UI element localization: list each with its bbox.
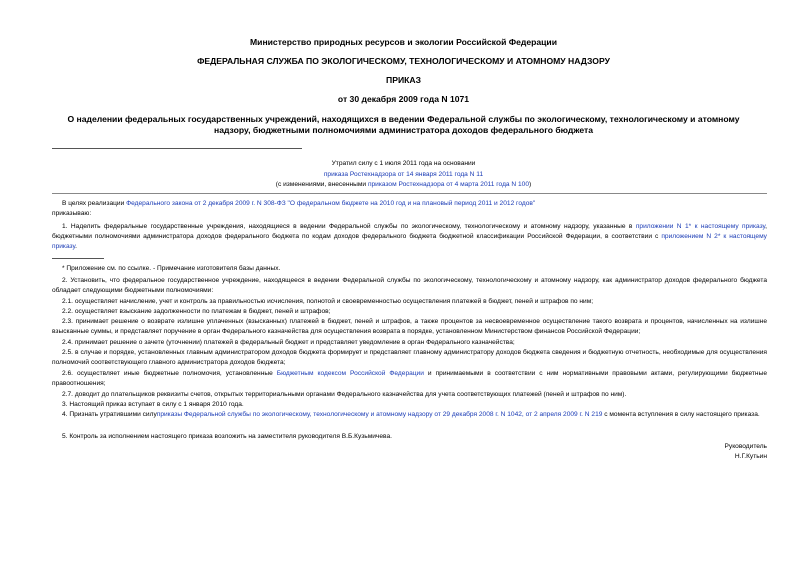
budget-code-link[interactable]: Бюджетным кодексом Российской Федерации	[276, 370, 424, 377]
signature-title: Руководитель	[724, 443, 767, 450]
service-name: ФЕДЕРАЛЬНАЯ СЛУЖБА ПО ЭКОЛОГИЧЕСКОМУ, ТЕХНОЛОГИЧЕСКОМУ И АТОМНОМУ НАДЗОРУ	[197, 56, 610, 66]
divider	[52, 148, 302, 149]
validity-notice: Утратил силу с 1 июля 2011 года на основании приказа Ростехнадзора от 14 января 2011 года N 11 (с изменениями, внесенными приказом Ростехнадзора от 4 марта 2011 года N 100)	[200, 159, 607, 191]
item-2: 2. Установить, что федеральное государственное учреждение, находящееся в ведении Федеральной службы по экологическому, технологическому и атомному надзору, как администратор доходов федерального бюджета обладает следующими бюджетными полномочиями:	[52, 277, 767, 294]
item-2-4: 2.4. принимает решение о зачете (уточнении) платежей в федеральный бюджет и представляет уведомление в орган Федерального казначейства;	[62, 339, 515, 346]
notice-link-order-100[interactable]: приказом Ростехнадзора от 4 марта 2011 года N 100	[367, 181, 530, 188]
appendix-2-link[interactable]: приложением N 2* к настоящему приказу	[52, 233, 767, 250]
item-1: 1. Наделить федеральные государственные учреждения, находящиеся в ведении Федеральной службы по экологическому, технологическому и атомному надзору, указанные в приложении N 1* к настоящему приказу, бюджетными полномочиями администратора доходов федерального бюджета по кодам доходов федерального бюджета бюджетной классификации Российской Федерации, в соответствии с приложением N 2* к настоящему приказу.	[52, 223, 768, 250]
item-5: 5. Контроль за исполнением настоящего приказа возложить на заместителя руководителя В.Б.Кузьмичева.	[62, 433, 392, 440]
document-type: ПРИКАЗ	[386, 75, 421, 85]
repealed-orders-link[interactable]: приказы Федеральной службы по экологическому, технологическому и атомному надзору от 29 декабря 2008 г. N 1042, от 2 апреля 2009 г. N 219	[156, 411, 603, 418]
document-title-line-2: надзору, бюджетными полномочиями администратора доходов федерального бюджета	[214, 125, 593, 135]
order-word: приказываю:	[52, 210, 92, 217]
appendix-1-link[interactable]: приложении N 1* к настоящему приказу	[635, 223, 766, 230]
item-2-5: 2.5. в случае и порядке, установленных главным администратором доходов бюджета формирует и представляет главному администратору доходов бюджета сведения и бюджетную отчетность, необходимые для осуществления полномочий соответствующего главного администратора доходов бюджета;	[52, 349, 767, 366]
signature-name: Н.Г.Кутьин	[734, 453, 767, 460]
footnote-divider	[52, 258, 104, 259]
document-title-line-1: О наделении федеральных государственных учреждений, находящихся в ведении Федеральной службы по экологическому, технологическому и атомному	[67, 114, 740, 124]
divider	[52, 193, 767, 194]
item-2-3: 2.3. принимает решение о возврате излишне уплаченных (взысканных) платежей в бюджет, пеней и штрафов, а также процентов за несвоевременное осуществление такого возврата и процентов, начисленных на излишне взысканные суммы, и представляет поручение в орган Федерального казначейства для осуществления возврата в порядке, установленном Министерством финансов Российской Федерации;	[52, 318, 767, 335]
document-date-number: от 30 декабря 2009 года N 1071	[337, 94, 470, 104]
item-2-7: 2.7. доводит до плательщиков реквизиты счетов, открытых территориальными органами Федерального казначейства для учета соответствующих платежей (пеней и штрафов по ним).	[62, 391, 627, 398]
footnote: * Приложение см. по ссылке. - Примечание изготовителя базы данных.	[62, 265, 281, 272]
item-2-1: 2.1. осуществляет начисление, учет и контроль за правильностью исчисления, полнотой и своевременностью осуществления платежей в бюджет, пеней и штрафов по ним;	[62, 298, 594, 305]
item-2-6: 2.6. осуществляет иные бюджетные полномочия, установленные Бюджетным кодексом Российской Федерации и принимаемыми в соответствии с ним нормативными правовыми актами, регулирующими бюджетные правоотношения;	[52, 370, 767, 387]
ministry-name: Министерство природных ресурсов и экологии Российской Федерации	[250, 37, 557, 47]
item-2-2: 2.2. осуществляет взыскание задолженности по платежам в бюджет, пеней и штрафов;	[62, 308, 331, 315]
item-3: 3. Настоящий приказ вступает в силу с 1 января 2010 года.	[62, 401, 244, 408]
signature-block	[725, 442, 767, 462]
notice-line-1: Утратил силу с 1 июля 2011 года на основании	[331, 160, 476, 167]
item-4: 4. Признать утратившими силуприказы Федеральной службы по экологическому, технологическому и атомному надзору от 29 декабря 2008 г. N 1042, от 2 апреля 2009 г. N 219 с момента вступления в силу настоящего приказа.	[62, 411, 760, 418]
notice-link-order-11[interactable]: приказа Ростехнадзора от 14 января 2011 года N 11	[323, 170, 484, 178]
preamble: В целях реализации Федерального закона от 2 декабря 2009 г. N 308-ФЗ "О федеральном бюджете на 2010 год и на плановый период 2011 и 2012 годов"	[62, 200, 536, 207]
federal-law-link[interactable]: Федерального закона от 2 декабря 2009 г. N 308-ФЗ "О федеральном бюджете на 2010 год и на плановый период 2011 и 2012 годов"	[126, 200, 536, 207]
